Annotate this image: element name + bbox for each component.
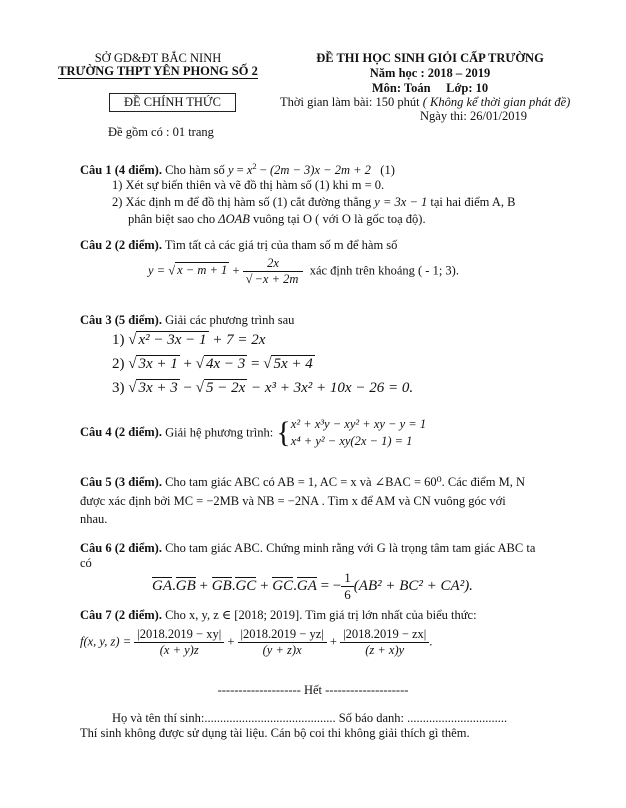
question-5-line-3: nhau. — [80, 512, 108, 526]
time-limit: Thời gian làm bài: 150 phút ( Không kể thời gian phát đề) — [280, 95, 571, 109]
department-name: SỞ GD&ĐT BẮC NINH — [94, 51, 222, 65]
question-5: Câu 5 (3 điểm). Cho tam giác ABC có AB = 1, AC = x và ∠BAC = 60⁰. Các điểm M, N — [80, 475, 525, 489]
question-4: Câu 4 (2 điểm). Giải hệ phương trình: { x² + x³y − xy² + xy − y = 1 x⁴ + y² − xy(2x − 1) = 1 — [80, 415, 427, 449]
question-7-expression: f(x, y, z) = $\frac{|2018.2019 - xy|}{(x + y)z}$ + $\frac{|2018.2019 - yz|}{(y + z)x}$ + $\frac{|2018.2019 - zx|}{(z + x)y}$ . — [80, 627, 433, 657]
equation-3-3: 3) √ 3x + 3 − √ 5 − 2x − x³ + 3x² + 10x − 26 = 0. — [112, 380, 414, 396]
question-1-part-2: 2) Xác định m để đồ thị hàm số (1) cắt đường thẳng y = 3x − 1 tại hai điểm A, B — [112, 195, 516, 209]
question-6: Câu 6 (2 điểm). Cho tam giác ABC. Chứng minh rằng với G là trọng tâm tam giác ABC ta — [80, 541, 536, 555]
official-exam-label: ĐỀ CHÍNH THỨC — [109, 93, 236, 112]
question-1-part-2-cont: phân biệt sao cho ΔOAB vuông tại O ( với O là gốc toạ độ). — [128, 212, 426, 226]
question-1: Câu 1 (4 điểm). Cho hàm số $y = x^2 - (2m - 3)x - 2m + 2$ (1) — [80, 161, 395, 178]
question-1-part-1: 1) Xét sự biến thiên và vẽ đồ thị hàm số (1) khi m = 0. — [112, 178, 385, 192]
question-3: Câu 3 (5 điểm). Giải các phương trình sau — [80, 313, 295, 327]
subject-grade: Môn: Toán Lớp: 10 — [371, 81, 489, 95]
question-2: Câu 2 (2 điểm). Tìm tất cả các giá trị của tham số m để hàm số — [80, 238, 398, 252]
end-mark: -------------------- Hết -------------------- — [217, 683, 409, 697]
question-2-expression: y = √ x − m + 1 + $\frac{2x}{√ -x + 2m}$ xác định trên khoảng ( - 1; 3). — [148, 256, 459, 286]
page-count: Đề gồm có : 01 trang — [108, 125, 214, 139]
question-7: Câu 7 (2 điểm). Cho x, y, z ∈ [2018; 2019]. Tìm giá trị lớn nhất của biểu thức: — [80, 608, 477, 622]
question-6-identity: GA.GB + GB.GC + GC.GA = − $\frac{1}{6}$ (AB² + BC² + CA²). — [152, 570, 473, 602]
equation-3-2: 2) √ 3x + 1 + √ 4x − 3 = √ 5x + 4 — [112, 356, 313, 372]
question-5-line-2: được xác định bởi MC = −2MB và NB = −2NA . Tìm x để AM và CN vuông góc với — [80, 494, 506, 508]
question-6-line-2: có — [80, 556, 92, 570]
equation-3-1: 1) √ x² − 3x − 1 + 7 = 2x — [112, 332, 266, 348]
school-year: Năm học : 2018 – 2019 — [369, 66, 491, 80]
school-name: TRƯỜNG THPT YÊN PHONG SỐ 2 — [58, 64, 258, 78]
exam-title: ĐỀ THI HỌC SINH GIỎI CẤP TRƯỜNG — [316, 51, 544, 65]
exam-note: Thí sinh không được sử dụng tài liệu. Cán bộ coi thi không giải thích gì thêm. — [80, 726, 470, 740]
candidate-info-line: Họ và tên thí sinh:.......................................... Số báo danh: ................................ — [112, 711, 508, 725]
exam-date: Ngày thi: 26/01/2019 — [420, 109, 527, 123]
